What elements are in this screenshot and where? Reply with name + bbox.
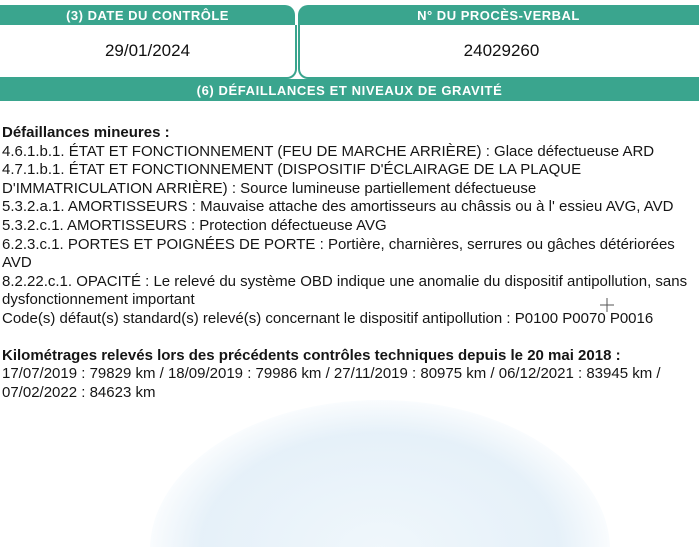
- report-content: [2, 124, 692, 402]
- crosshair-mark-icon: [600, 298, 614, 312]
- defect-item: 4.6.1.b.1. ÉTAT ET FONCTIONNEMENT (FEU DE MARCHE ARRIÈRE) : Glace défectueuse ARD: [2, 142, 655, 160]
- mileage-values: 17/07/2019 : 79829 km / 18/09/2019 : 79986 km / 27/11/2019 : 80975 km / 06/12/2021 : 83945 km / 07/02/2022 : 84623 km: [2, 365, 661, 401]
- date-value: 29/01/2024: [0, 25, 297, 79]
- defect-codes: Code(s) défaut(s) standard(s) relevé(s) concernant le dispositif antipollution : P0100 P0070 P0016: [2, 309, 654, 327]
- pv-number-value: 24029260: [298, 25, 699, 79]
- defects-heading: Défaillances mineures :: [2, 124, 170, 141]
- pv-number-label: N° DU PROCÈS-VERBAL: [298, 5, 699, 25]
- date-label: (3) DATE DU CONTRÔLE: [0, 5, 295, 25]
- defect-item: 8.2.22.c.1. OPACITÉ : Le relevé du système OBD indique une anomalie du dispositif antipollution, sans dysfonctionnement important: [2, 272, 688, 309]
- defect-item: 5.3.2.c.1. AMORTISSEURS : Protection défectueuse AVG: [2, 216, 387, 234]
- defect-item: 5.3.2.a.1. AMORTISSEURS : Mauvaise attache des amortisseurs au châssis ou à l' essieu AVG, AVD: [2, 198, 674, 216]
- watermark-seal: [150, 400, 610, 547]
- mileage-heading: Kilométrages relevés lors des précédents contrôles techniques depuis le 20 mai 2018 :: [2, 346, 621, 364]
- section-title: (6) DÉFAILLANCES ET NIVEAUX DE GRAVITÉ: [0, 79, 699, 101]
- mileage-paragraph: [2, 347, 692, 403]
- defect-item: 4.7.1.b.1. ÉTAT ET FONCTIONNEMENT (DISPOSITIF D'ÉCLAIRAGE DE LA PLAQUE D'IMMATRICULATION ARRIÈRE) : Source lumineuse partiellement défectueuse: [2, 161, 582, 197]
- defect-item: 6.2.3.c.1. PORTES ET POIGNÉES DE PORTE : Portière, charnières, serrures ou gâches détériorées AVD: [2, 235, 675, 272]
